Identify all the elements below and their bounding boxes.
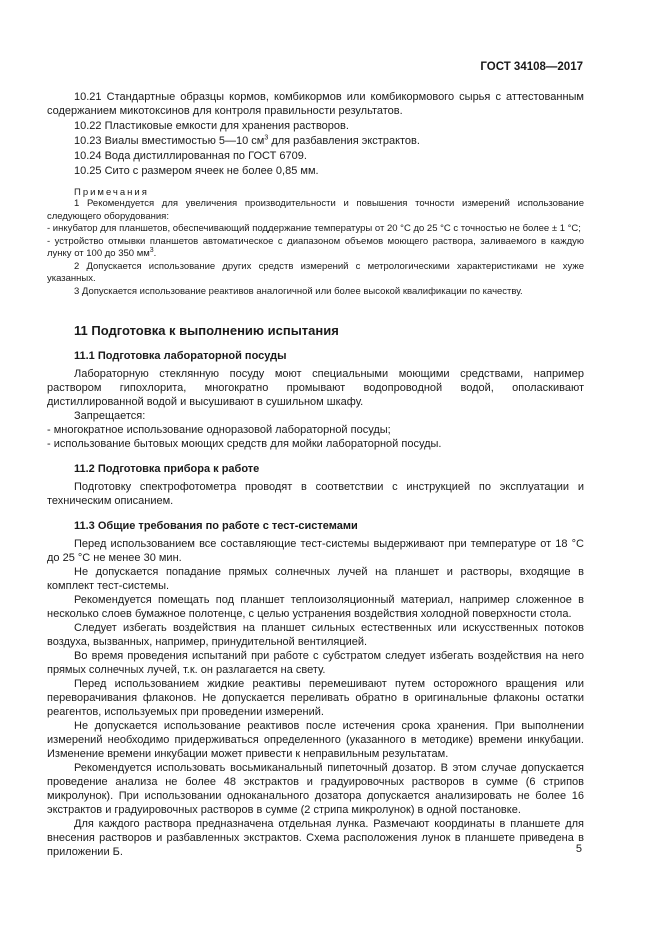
notes-heading: Примечания	[74, 187, 149, 198]
item-10-22: 10.22 Пластиковые емкости для хранения растворов.	[74, 120, 349, 132]
s11-3-paragraph: Перед использованием жидкие реактивы перемешивают путем осторожного вращения или переворачивания флаконов. Не допускается переливать обратно в оригинальные флаконы остатки реагентов, используемых при проведении измерений.	[47, 678, 584, 718]
note-1b-sup: 3	[149, 246, 154, 254]
standard-code: ГОСТ 34108—2017	[480, 61, 583, 73]
note-1b-tail: .	[153, 248, 157, 259]
item-10-23	[47, 134, 584, 148]
s11-3-paragraph: Не допускается использование реактивов после истечения срока хранения. При выполнении измерений необходимо придерживаться определенного (указанного в методике) времени инкубации. Изменение времени инкубации может привести к неправильным результатам.	[47, 720, 584, 760]
section-11-3-title: 11.3 Общие требования по работе с тест-системами	[74, 520, 358, 532]
s11-1-paragraph-1: Лабораторную стеклянную посуду моют специальными моющими средствами, например раствором гипохлорита, многократно промывают водопроводной водой, ополаскивают дистиллированной водой и высушивают в сушильном шкафу.	[47, 368, 584, 408]
page-number: 5	[575, 843, 582, 855]
s11-1-paragraph-4: - использование бытовых моющих средств для мойки лабораторной посуды.	[47, 438, 442, 450]
item-10-23-text: 10.23 Виалы вместимостью 5—10 см	[74, 135, 265, 147]
page-content	[47, 90, 584, 859]
s11-1-paragraph-3: - многократное использование одноразовой лабораторной посуды;	[47, 424, 391, 436]
s11-3-paragraph: Не допускается попадание прямых солнечных лучей на планшет и растворы, входящие в комплект тест-системы.	[47, 566, 584, 592]
section-11-1-title: 11.1 Подготовка лабораторной посуды	[74, 350, 287, 362]
note-2: 2 Допускается использование других средств измерений с метрологическими характеристиками не хуже указанных.	[47, 260, 584, 284]
s11-3-paragraph: Во время проведения испытаний при работе с субстратом следует избегать воздействия на него прямых солнечных лучей, т.к. он разлагается на свету.	[47, 650, 584, 676]
item-10-25: 10.25 Сито с размером ячеек не более 0,85 мм.	[74, 165, 319, 177]
s11-3-paragraph: Для каждого раствора предназначена отдельная лунка. Размечают координаты в планшете для внесения растворов и разбавленных экстрактов. Схема расположения лунок в планшете приведена в приложении Б.	[47, 818, 584, 858]
item-10-23-tail: для разбавления экстрактов.	[268, 135, 420, 147]
s11-1-paragraph-2: Запрещается:	[74, 410, 146, 422]
s11-3-paragraph: Рекомендуется помещать под планшет теплоизоляционный материал, например сложенное в несколько слоев бумажное полотенце, с целью устранения воздействия холодной поверхности стола.	[47, 594, 584, 620]
note-1b	[47, 236, 584, 261]
note-1b-text: - устройство отмывки планшетов автоматическое с диапазоном объемов моющего раствора, заливаемого в каждую лунку от 100 до 350 мм	[47, 235, 584, 259]
item-10-24: 10.24 Вода дистиллированная по ГОСТ 6709.	[74, 150, 307, 162]
note-1a: - инкубатор для планшетов, обеспечивающий поддержание температуры от 20 °С до 25 °С с точностью не более ± 1 °С;	[47, 223, 581, 234]
section-11-2-title: 11.2 Подготовка прибора к работе	[74, 463, 260, 475]
s11-2-paragraph-1: Подготовку спектрофотометра проводят в соответствии с инструкцией по эксплуатации и техническим описанием.	[47, 481, 584, 507]
note-1: 1 Рекомендуется для увеличения производительности и повышения точности измерений использование следующего оборудования:	[47, 198, 584, 222]
item-10-23-sup: 3	[264, 134, 269, 142]
s11-3-paragraph: Рекомендуется использовать восьмиканальный пипеточный дозатор. В этом случае допускается проведение анализа не более 48 экстрактов и градуировочных растворов в сумме (6 стрипов микролунок). При использовании одноканального дозатора допускается анализировать не более 16 экстрактов и градуировочных растворов в сумме (2 стрипа микролунок) в одной постановке.	[47, 762, 584, 816]
item-10-21: 10.21 Стандартные образцы кормов, комбикормов или комбикормового сырья с аттестованным содержанием микотоксинов для контроля правильности результатов.	[47, 91, 584, 117]
section-11-title: 11 Подготовка к выполнению испытания	[74, 323, 339, 338]
s11-3-paragraph: Перед использованием все составляющие тест-системы выдерживают при температуре от 18 °С до 25 °С не менее 30 мин.	[47, 538, 584, 564]
s11-3-paragraph: Следует избегать воздействия на планшет сильных естественных или искусственных потоков воздуха, вызванных, например, принудительной вентиляцией.	[47, 622, 584, 648]
note-3: 3 Допускается использование реактивов аналогичной или более высокой квалификации по качеству.	[74, 285, 523, 297]
